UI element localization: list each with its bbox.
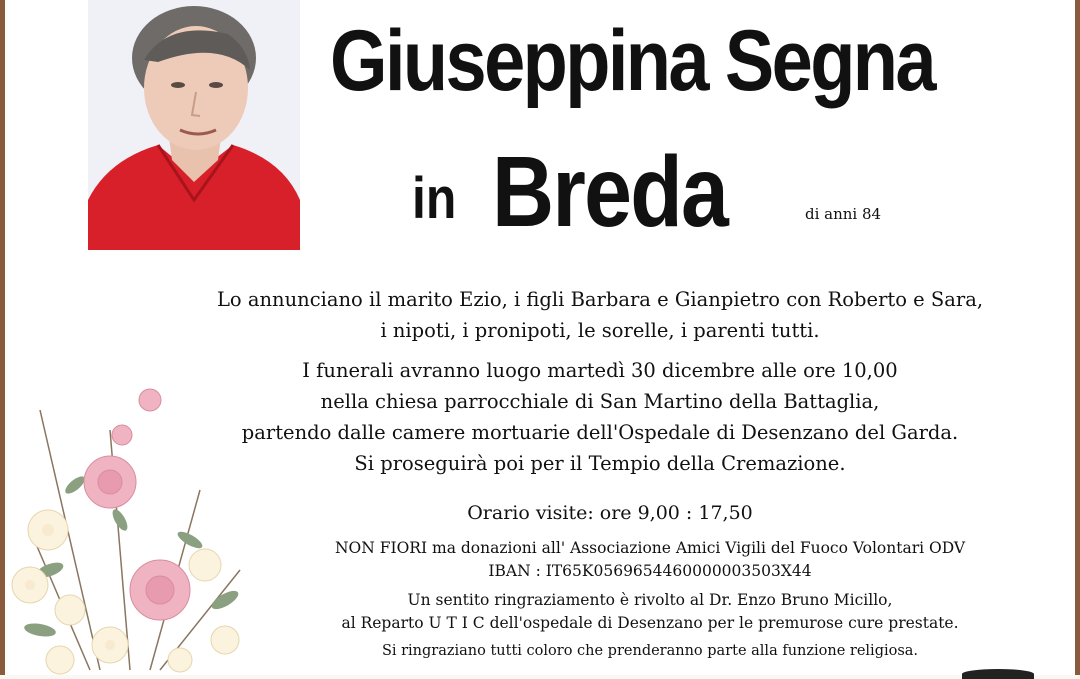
announcement-line: Lo annunciano il marito Ezio, i figli Barbara e Gianpietro con Roberto e Sara, <box>216 288 984 311</box>
announcement-block <box>150 284 1050 346</box>
deceased-name: Giuseppina Segna <box>330 13 934 109</box>
flower-bouquet <box>0 370 270 675</box>
thanks-block <box>200 589 1080 635</box>
thanks-line: Un sentito ringraziamento è rivolto al Dr. Enzo Bruno Micillo, <box>407 591 893 609</box>
visiting-hours: Orario visite: ore 9,00 : 17,50 <box>467 502 753 524</box>
married-surname: Breda <box>492 136 728 248</box>
thanks-closing: Si ringraziano tutti coloro che prenderanno parte alla funzione religiosa. <box>381 643 919 659</box>
funeral-line: Si proseguirà poi per il Tempio della Cremazione. <box>354 452 846 475</box>
funeral-line: I funerali avranno luogo martedì 30 dicembre alle ore 10,00 <box>302 359 898 382</box>
age-label: di anni 84 <box>805 205 882 223</box>
announcement-line: i nipoti, i pronipoti, le sorelle, i parenti tutti. <box>380 319 820 342</box>
portrait-photo <box>88 0 300 250</box>
funeral-line: nella chiesa parrocchiale di San Martino della Battaglia, <box>320 390 880 413</box>
married-prefix: in <box>412 166 457 231</box>
funeral-line: partendo dalle camere mortuarie dell'Ospedale di Desenzano del Garda. <box>241 421 959 444</box>
thanks-line: al Reparto U T I C dell'ospedale di Desenzano per le premurose cure prestate. <box>341 614 959 632</box>
funeral-block <box>150 355 1050 479</box>
donations-block <box>200 537 1080 583</box>
signature-mark <box>962 669 1034 679</box>
iban-line: IBAN : IT65K0569654460000003503X44 <box>488 562 812 580</box>
donations-line: NON FIORI ma donazioni all' Associazione Amici Vigili del Fuoco Volontari ODV <box>334 539 966 557</box>
